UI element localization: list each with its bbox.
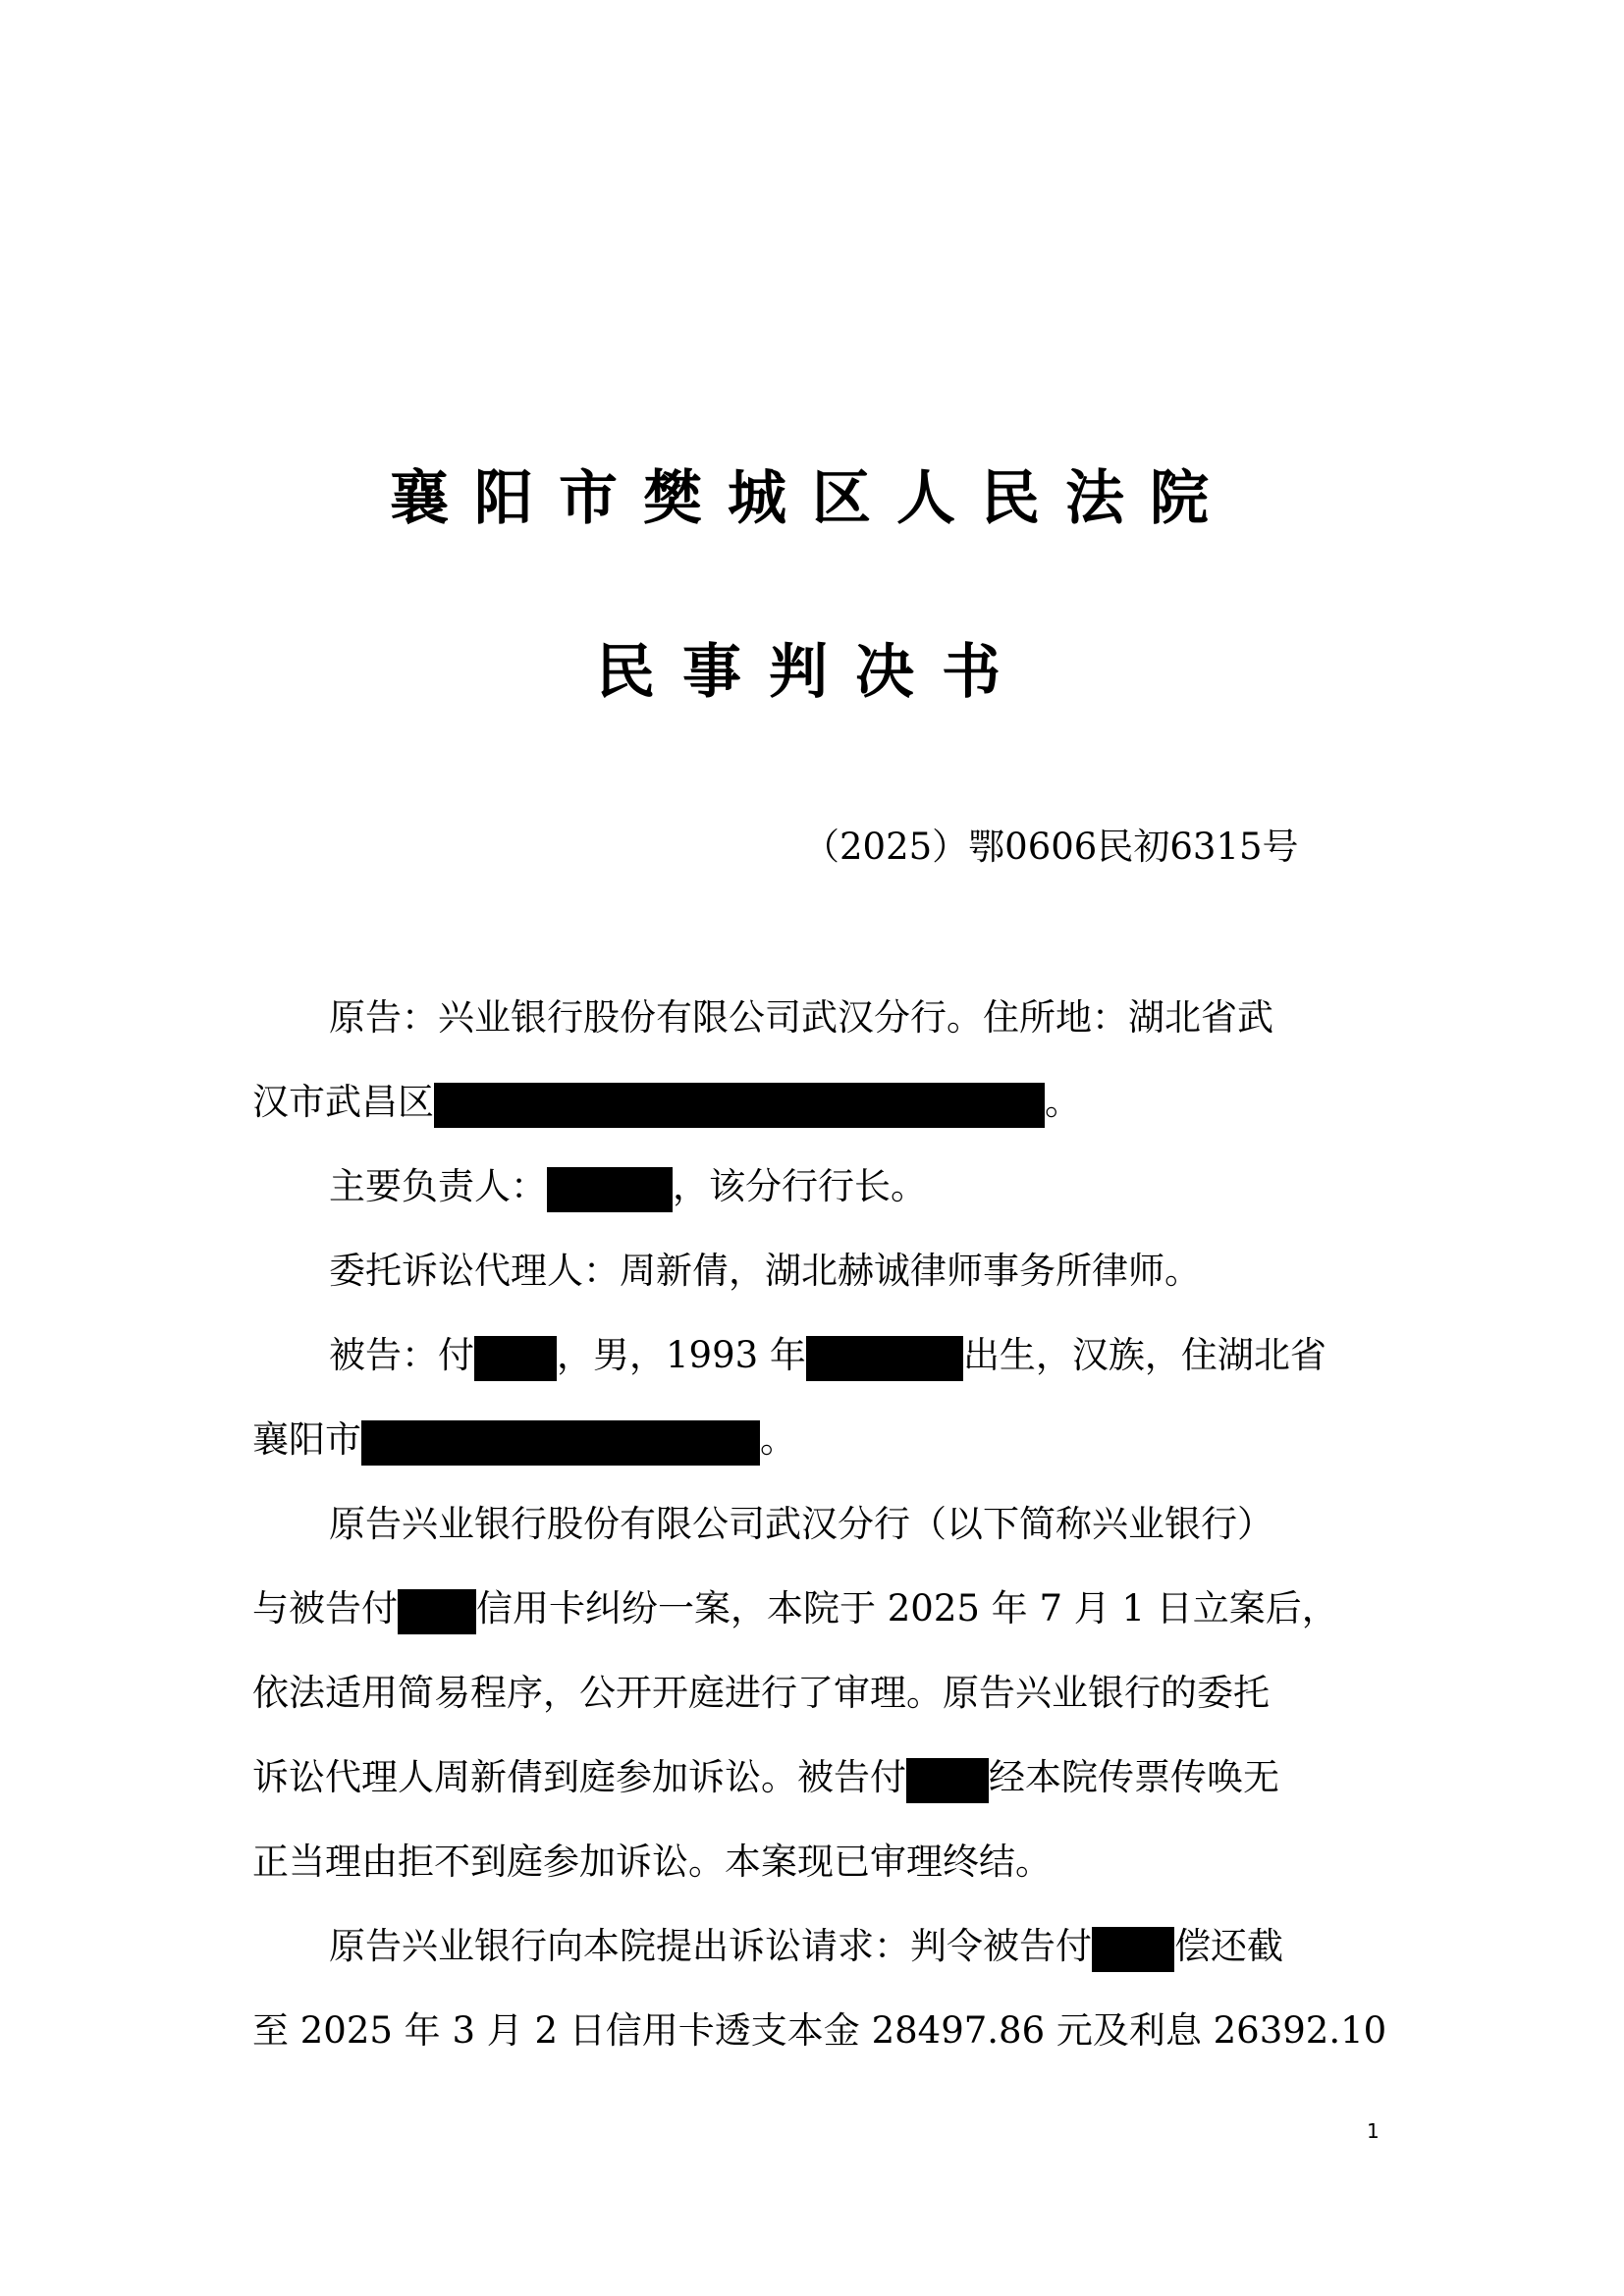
redaction-block [361, 1420, 760, 1466]
defendant-info: 出生，汉族，住湖北省 [962, 1334, 1326, 1376]
case-paragraph-line-5 [252, 1838, 1052, 1887]
principal-label: 主要负责人： [329, 1165, 547, 1207]
redaction-block [1092, 1927, 1174, 1972]
defendant-address-end: 。 [760, 1418, 796, 1461]
redaction-block [547, 1167, 673, 1212]
defendant-label: 被告：付 [329, 1334, 474, 1376]
case-text: 诉讼代理人周新倩到庭参加诉讼。被告付 [252, 1756, 906, 1798]
case-text: 依法适用简易程序，公开开庭进行了审理。原告兴业银行的委托 [252, 1672, 1270, 1714]
case-paragraph-line-3 [252, 1669, 1270, 1718]
page-number: 1 [1367, 2119, 1380, 2143]
plaintiff-address-end: 。 [1045, 1081, 1081, 1123]
case-number: （2025）鄂0606民初6315号 [803, 826, 1299, 868]
redaction-block [398, 1589, 476, 1634]
claim-text: 偿还截 [1174, 1925, 1283, 1967]
case-paragraph-line-4 [252, 1753, 1279, 1803]
claim-text: 至 2025 年 3 月 2 日信用卡透支本金 28497.86 元及利息 26392.10 [252, 2009, 1387, 2052]
claim-text: 原告兴业银行向本院提出诉讼请求：判令被告付 [329, 1925, 1092, 1967]
principal-title: ，该分行行长。 [673, 1165, 927, 1207]
case-text: 经本院传票传唤无 [989, 1756, 1279, 1798]
case-paragraph-line-2 [252, 1584, 1338, 1634]
plaintiff-line-2 [252, 1078, 1081, 1128]
redaction-block [474, 1336, 557, 1381]
court-title: 襄阳市樊城区人民法院 [390, 464, 1234, 533]
defendant-address-prefix: 襄阳市 [252, 1418, 361, 1461]
defendant-line-2 [252, 1415, 796, 1466]
agent-text: 委托诉讼代理人：周新倩，湖北赫诚律师事务所律师。 [329, 1250, 1201, 1292]
redaction-block [906, 1758, 989, 1803]
case-text: 与被告付 [252, 1587, 398, 1629]
defendant-line-1 [329, 1331, 1326, 1381]
agent-line [329, 1247, 1201, 1296]
redaction-block [806, 1336, 963, 1381]
case-text: 原告兴业银行股份有限公司武汉分行（以下简称兴业银行） [329, 1503, 1273, 1545]
claim-paragraph-line-2 [252, 2006, 1386, 2056]
case-paragraph-line-1 [329, 1500, 1273, 1549]
document-type-title: 民事判决书 [596, 638, 1028, 707]
redaction-block [434, 1083, 1045, 1128]
case-text: 正当理由拒不到庭参加诉讼。本案现已审理终结。 [252, 1841, 1052, 1883]
claim-paragraph-line-1 [329, 1922, 1283, 1972]
case-text: 信用卡纠纷一案，本院于 2025 年 7 月 1 日立案后， [476, 1587, 1338, 1629]
defendant-gender-year: ，男，1993 年 [557, 1334, 806, 1376]
plaintiff-line-1 [329, 993, 1273, 1042]
plaintiff-address-prefix: 汉市武昌区 [252, 1081, 434, 1123]
plaintiff-text: 原告：兴业银行股份有限公司武汉分行。住所地：湖北省武 [329, 996, 1273, 1039]
principal-line [329, 1162, 927, 1212]
